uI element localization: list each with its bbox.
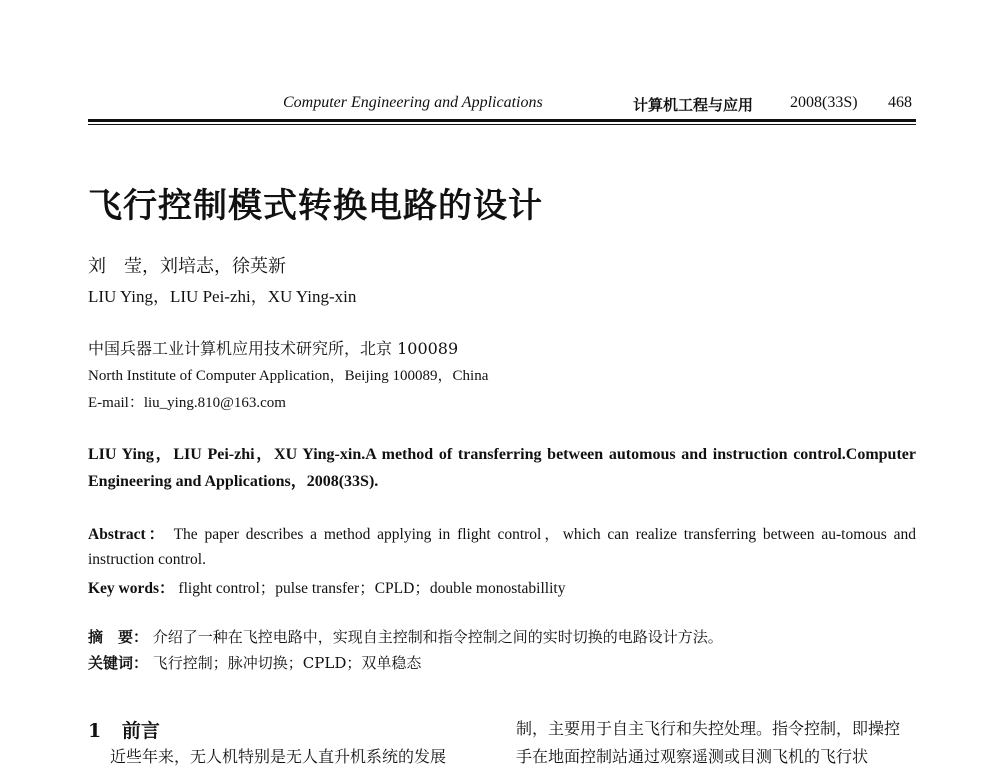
abstract-cn-label: 摘 要： bbox=[88, 628, 149, 646]
journal-name-en: Computer Engineering and Applications bbox=[283, 94, 543, 111]
authors-en: LIU Ying，LIU Pei-zhi，XU Ying-xin bbox=[88, 287, 357, 306]
body-right-line-2: 手在地面控制站通过观察遥测或目测飞机的飞行状 bbox=[516, 747, 869, 766]
issue-number: 2008(33S) bbox=[790, 94, 858, 111]
running-header bbox=[88, 94, 916, 116]
citation: LIU Ying，LIU Pei-zhi，XU Ying-xin.A method of transferring between automous and instruction control.Computer Engineering and Applications，2008(33S). bbox=[88, 446, 916, 490]
page-number: 468 bbox=[888, 94, 912, 111]
paper-title: 飞行控制模式转换电路的设计 bbox=[88, 186, 543, 226]
authors-cn: 刘 莹，刘培志，徐英新 bbox=[88, 256, 286, 277]
keywords-cn-label: 关键词： bbox=[88, 654, 149, 672]
affiliation-cn: 中国兵器工业计算机应用技术研究所，北京 100089 bbox=[88, 339, 459, 358]
abstract-en-label: Abstract： bbox=[88, 526, 168, 543]
section-title: 前言 bbox=[121, 720, 160, 742]
abstract-cn bbox=[88, 626, 723, 647]
body-left-line: 近些年来，无人机特别是无人直升机系统的发展 bbox=[110, 747, 447, 766]
abstract-en bbox=[88, 522, 916, 572]
keywords-en-text: flight control；pulse transfer；CPLD；double monostabillity bbox=[178, 580, 566, 597]
author-email: E-mail：liu_ying.810@163.com bbox=[88, 395, 286, 411]
header-rule-thick bbox=[88, 119, 916, 122]
body-right-line-1: 制，主要用于自主飞行和失控处理。指令控制，即操控 bbox=[516, 719, 901, 738]
section-heading bbox=[88, 716, 160, 743]
abstract-en-text: The paper describes a method applying in flight control，which can realize transferring between au-tomous and instruction control. bbox=[88, 526, 916, 568]
keywords-cn-text: 飞行控制；脉冲切换；CPLD；双单稳态 bbox=[152, 654, 422, 672]
keywords-en-label: Key words： bbox=[88, 580, 175, 597]
header-rule-thin bbox=[88, 124, 916, 125]
journal-name-cn: 计算机工程与应用 bbox=[633, 96, 754, 114]
affiliation-en: North Institute of Computer Application，Beijing 100089，China bbox=[88, 368, 489, 384]
section-number: 1 bbox=[88, 720, 102, 742]
keywords-en bbox=[88, 576, 916, 598]
abstract-cn-text: 介绍了一种在飞控电路中，实现自主控制和指令控制之间的实时切换的电路设计方法。 bbox=[152, 628, 723, 646]
keywords-cn bbox=[88, 652, 421, 673]
